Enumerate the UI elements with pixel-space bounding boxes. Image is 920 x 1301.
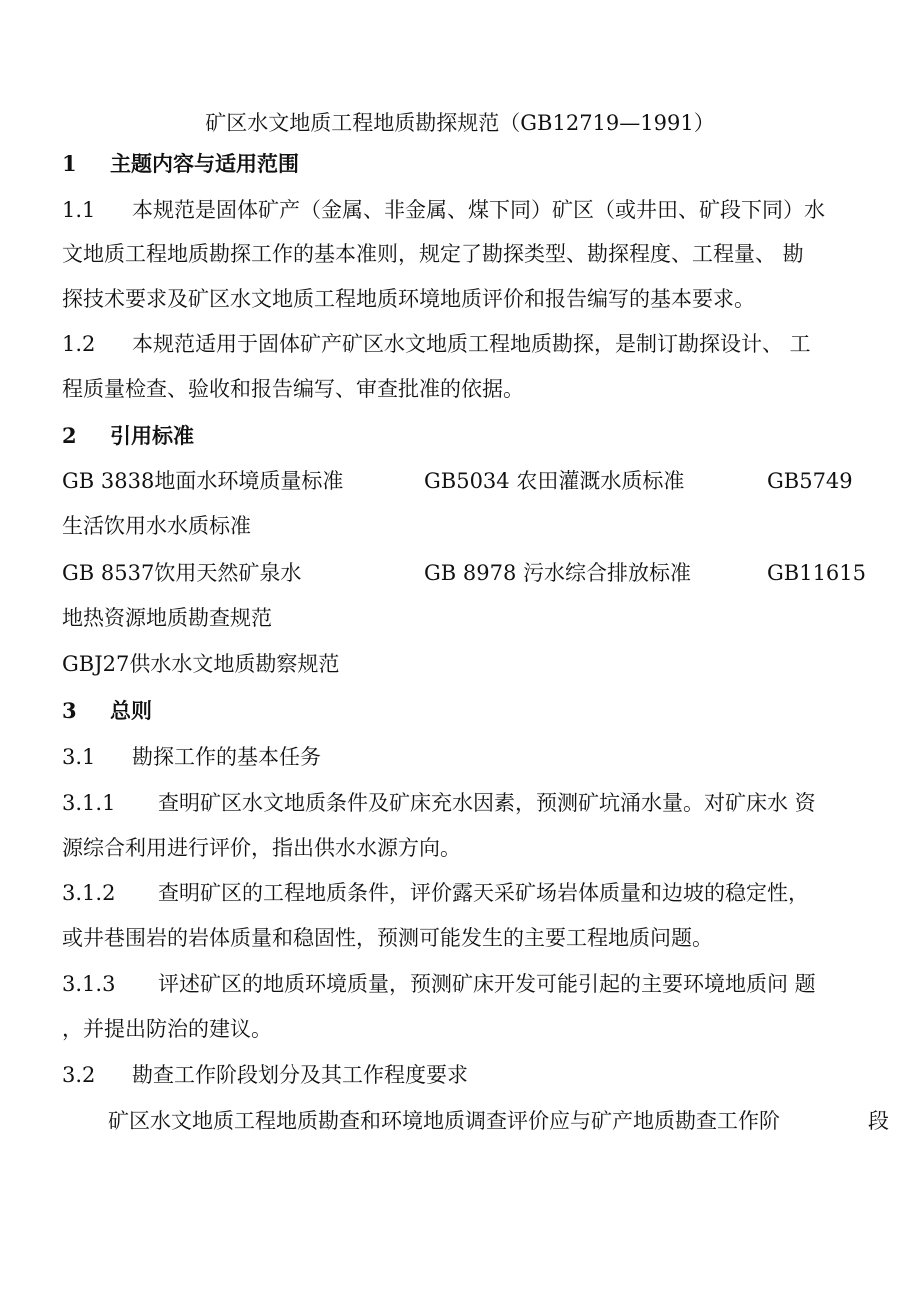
clause-number: 3.1.2 bbox=[62, 881, 116, 905]
section-title: 总则 bbox=[110, 698, 152, 723]
standard-item: GB5034 农田灌溉水质标准 bbox=[424, 469, 685, 493]
clause-text: 勘探工作的基本任务 bbox=[132, 745, 321, 769]
document-title: 矿区水文地质工程地质勘探规范（GB12719—1991） bbox=[205, 111, 715, 135]
paragraph-text: 查明矿区的工程地质条件，评价露天采矿场岩体质量和边坡的稳定性， bbox=[158, 881, 809, 905]
paragraph-1-2-line-1 bbox=[62, 329, 882, 359]
standards-row-2 bbox=[62, 558, 882, 588]
clause-3-2 bbox=[62, 1060, 882, 1090]
paragraph-1-2-line-2: 程质量检查、验收和报告编写、审查批准的依据。 bbox=[62, 377, 524, 401]
paragraph-3-1-1-line-2: 源综合利用进行评价，指出供水水源方向。 bbox=[62, 836, 461, 860]
paragraph-3-1-3-line-2: ，并提出防治的建议。 bbox=[62, 1017, 272, 1041]
clause-number: 3.1 bbox=[62, 745, 96, 769]
standard-item: GB5749 bbox=[767, 469, 853, 493]
paragraph-text-tail: 段 bbox=[868, 1109, 889, 1133]
paragraph-text: 查明矿区水文地质条件及矿床充水因素，预测矿坑涌水量。对矿床水 资 bbox=[158, 791, 816, 815]
paragraph-3-1-2-line-2: 或井巷围岩的岩体质量和稳固性，预测可能发生的主要工程地质问题。 bbox=[62, 926, 713, 950]
paragraph-text: 本规范是固体矿产（金属、非金属、煤下同）矿区（或井田、矿段下同）水 bbox=[132, 198, 825, 222]
standard-item: GB 3838地面水环境质量标准 bbox=[62, 469, 344, 493]
paragraph-text: 矿区水文地质工程地质勘查和环境地质调查评价应与矿产地质勘查工作阶 bbox=[108, 1109, 780, 1133]
clause-text: 勘查工作阶段划分及其工作程度要求 bbox=[132, 1063, 468, 1087]
clause-number: 3.2 bbox=[62, 1063, 96, 1087]
section-title: 引用标准 bbox=[110, 423, 194, 448]
standard-item: GB 8537饮用天然矿泉水 bbox=[62, 561, 302, 585]
paragraph-1-1-line-3: 探技术要求及矿区水文地质工程地质环境地质评价和报告编写的基本要求。 bbox=[62, 287, 755, 311]
paragraph-3-1-3-line-1 bbox=[62, 969, 882, 999]
section-number: 3 bbox=[62, 698, 77, 723]
section-number: 2 bbox=[62, 423, 77, 448]
paragraph-3-2-body bbox=[108, 1106, 890, 1136]
standards-row-3: GBJ27供水水文地质勘察规范 bbox=[62, 652, 340, 676]
section-3-heading bbox=[62, 696, 882, 726]
standard-item: GB 8978 污水综合排放标准 bbox=[424, 561, 692, 585]
paragraph-3-1-2-line-1 bbox=[62, 878, 882, 908]
standards-row-2-continuation: 地热资源地质勘查规范 bbox=[62, 606, 272, 630]
section-2-heading bbox=[62, 421, 882, 451]
section-title: 主题内容与适用范围 bbox=[110, 151, 299, 176]
standard-item: GB11615 bbox=[767, 561, 867, 585]
section-number: 1 bbox=[62, 151, 77, 176]
paragraph-3-1-1-line-1 bbox=[62, 788, 882, 818]
paragraph-text: 评述矿区的地质环境质量，预测矿床开发可能引起的主要环境地质问 题 bbox=[158, 972, 816, 996]
section-1-heading bbox=[62, 149, 882, 179]
clause-number: 1.1 bbox=[62, 198, 96, 222]
paragraph-text: 本规范适用于固体矿产矿区水文地质工程地质勘探，是制订勘探设计、 工 bbox=[132, 332, 811, 356]
clause-number: 3.1.1 bbox=[62, 791, 116, 815]
standards-row-1 bbox=[62, 466, 882, 496]
clause-3-1 bbox=[62, 742, 882, 772]
paragraph-1-1-line-2: 文地质工程地质勘探工作的基本准则，规定了勘探类型、勘探程度、工程量、 勘 bbox=[62, 242, 804, 266]
paragraph-1-1-line-1 bbox=[62, 195, 882, 225]
standards-row-1-continuation: 生活饮用水水质标准 bbox=[62, 514, 251, 538]
clause-number: 3.1.3 bbox=[62, 972, 116, 996]
clause-number: 1.2 bbox=[62, 332, 96, 356]
